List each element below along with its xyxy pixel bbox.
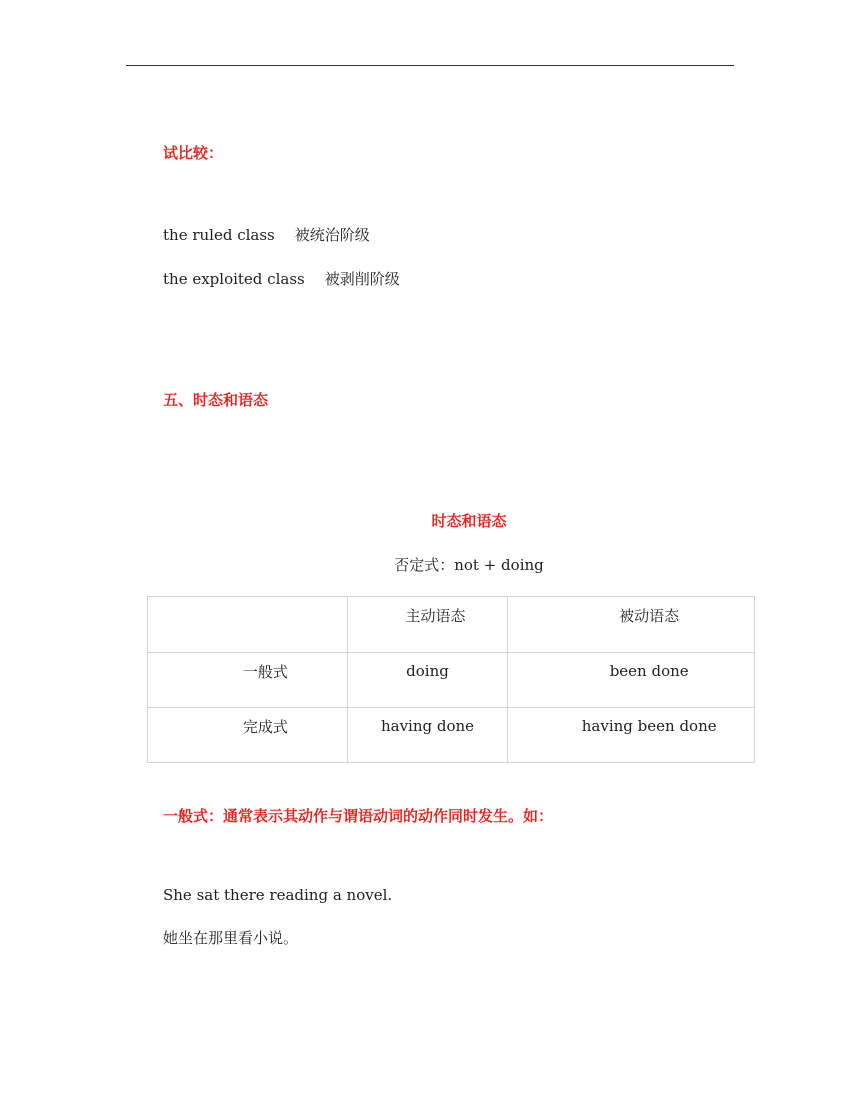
section-heading: 五、时态和语态 bbox=[163, 391, 269, 409]
example-2 bbox=[163, 268, 400, 289]
voice-table bbox=[147, 596, 755, 763]
table-row bbox=[148, 708, 755, 763]
table-row bbox=[148, 597, 755, 653]
table-header-cell: 被动语态 bbox=[508, 597, 755, 653]
compare-heading: 试比较： bbox=[163, 144, 224, 162]
table-header-cell: 主动语态 bbox=[347, 597, 508, 653]
header-rule bbox=[126, 65, 734, 66]
example-1-en: the ruled class bbox=[163, 226, 275, 244]
example-2-en: the exploited class bbox=[163, 270, 305, 288]
table-cell: having been done bbox=[508, 708, 755, 763]
table-title: 时态和语态 bbox=[431, 512, 507, 530]
table-cell: doing bbox=[347, 653, 508, 708]
table-cell: 一般式 bbox=[148, 653, 348, 708]
table-row bbox=[148, 653, 755, 708]
table-cell: having done bbox=[347, 708, 508, 763]
table-subtitle: 否定式：not + doing bbox=[394, 556, 544, 574]
table-cell: 完成式 bbox=[148, 708, 348, 763]
example-1 bbox=[163, 224, 370, 245]
table-header-cell bbox=[148, 597, 348, 653]
example-1-zh: 被统治阶级 bbox=[294, 226, 370, 244]
example-2-zh: 被剥削阶级 bbox=[324, 270, 400, 288]
example-sentence-en: She sat there reading a novel. bbox=[163, 886, 393, 904]
table-cell: been done bbox=[508, 653, 755, 708]
general-form-heading: 一般式：通常表示其动作与谓语动词的动作同时发生。如： bbox=[163, 807, 554, 825]
example-sentence-zh: 她坐在那里看小说。 bbox=[163, 929, 299, 947]
